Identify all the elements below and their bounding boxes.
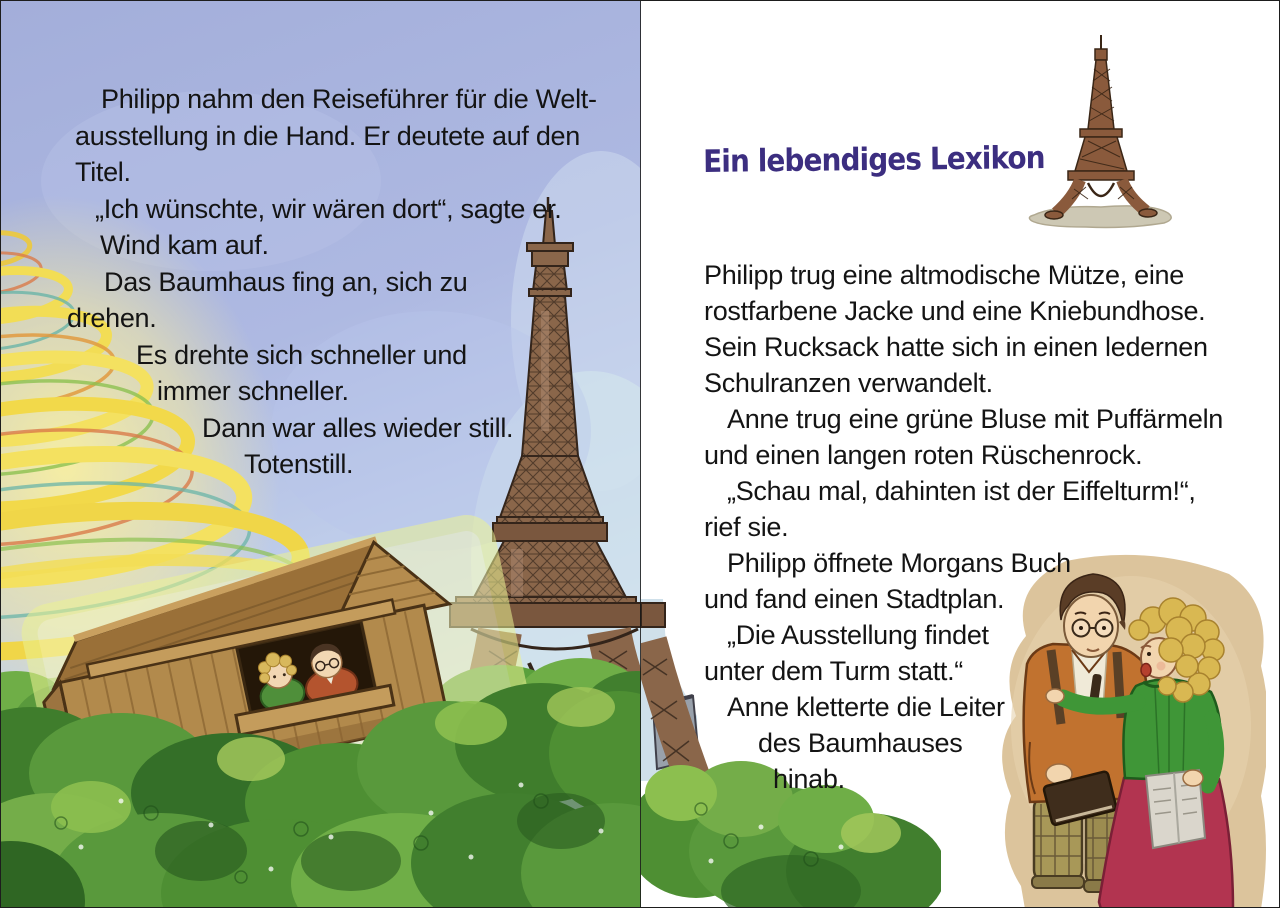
story-line: Sein Rucksack hatte sich in einen ledernen — [704, 332, 1208, 362]
story-line: immer schneller. — [157, 376, 349, 406]
right-page-text — [1, 257, 1280, 797]
story-line: „Die Ausstellung findet — [727, 620, 989, 650]
story-line: Philipp nahm den Reiseführer für die Welt- — [101, 84, 597, 114]
tower-body — [1045, 35, 1157, 219]
story-line: Schulranzen verwandelt. — [704, 368, 993, 398]
story-line: drehen. — [67, 303, 157, 333]
story-line: und fand einen Stadtplan. — [704, 584, 1005, 614]
story-line: hinab. — [773, 764, 845, 794]
story-line: Philipp öffnete Morgans Buch — [727, 548, 1071, 578]
story-line: des Baumhauses — [758, 728, 963, 758]
story-line: rief sie. — [704, 512, 789, 542]
story-line: „Ich wünschte, wir wären dort“, sagte er. — [95, 193, 562, 224]
story-line: Es drehte sich schneller und — [136, 339, 467, 370]
story-line: unter dem Turm statt.“ — [704, 656, 963, 686]
story-line: Totenstill. — [244, 449, 354, 479]
story-line: Anne kletterte die Leiter — [727, 692, 1005, 722]
story-line: Das Baumhaus fing an, sich zu — [104, 266, 468, 297]
chapter-title: Ein lebendiges Lexikon — [703, 140, 1045, 180]
story-line: ausstellung in die Hand. Er deutete auf den — [75, 120, 580, 151]
story-line: „Schau mal, dahinten ist der Eiffelturm!“, — [727, 476, 1196, 506]
story-line: rostfarbene Jacke und eine Kniebundhose. — [704, 296, 1206, 326]
story-line: Titel. — [75, 157, 131, 187]
story-line: Wind kam auf. — [100, 230, 269, 260]
story-line: Philipp trug eine altmodische Mütze, eine — [704, 260, 1184, 290]
story-line: Anne trug eine grüne Bluse mit Puffärmeln — [727, 404, 1223, 434]
eiffel-tower-small-icon — [1016, 29, 1186, 229]
story-line: und einen langen roten Rüschenrock. — [704, 440, 1143, 470]
story-line: Dann war alles wieder still. — [202, 412, 514, 443]
